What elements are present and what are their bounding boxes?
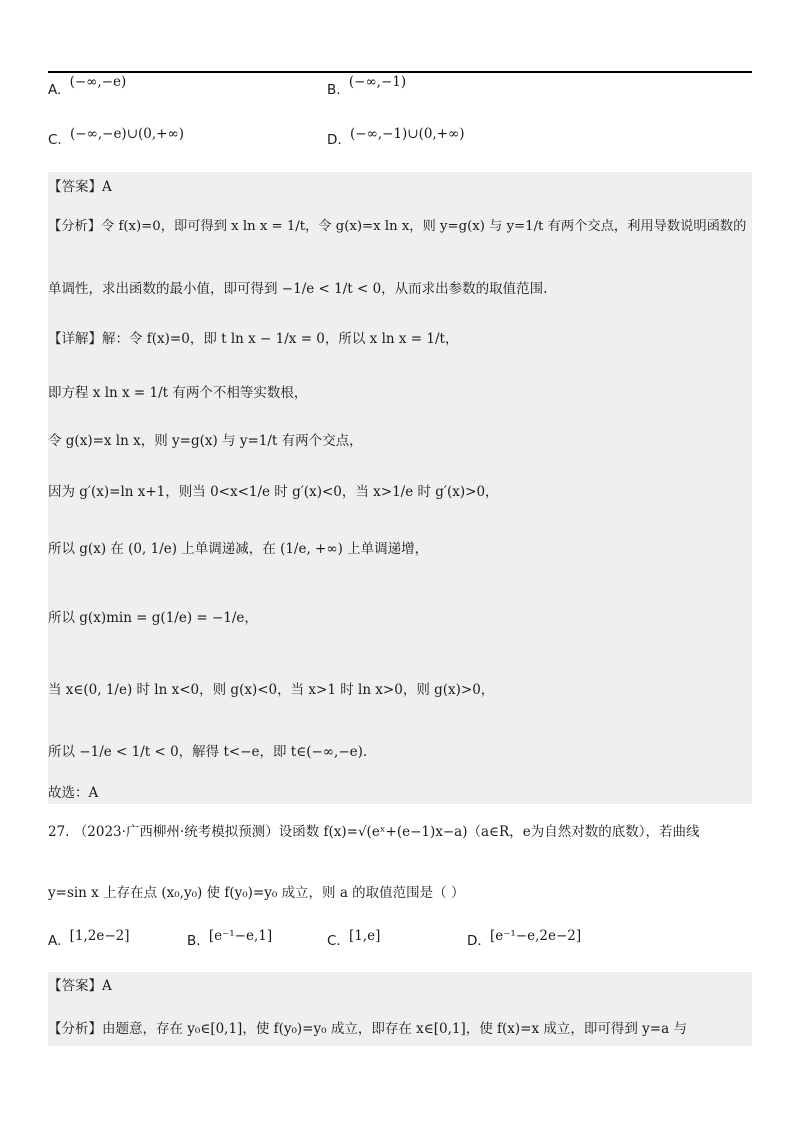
q26-answer: 【答案】A bbox=[48, 179, 112, 195]
q26-option-b bbox=[327, 74, 407, 98]
q26-analysis-line-1: 【分析】令 f(x)=0，即可得到 x ln x = 1/t，令 g(x)=x ln x，则 y=g(x) 与 y=1/t 有两个交点，利用导数说明函数的 bbox=[48, 219, 747, 234]
q26-detail-line-5: 所以 g(x) 在 (0, 1/e) 上单调递减，在 (1/e, +∞) 上单调递增， bbox=[48, 541, 429, 557]
q26-option-d bbox=[327, 126, 465, 148]
option-label: B. bbox=[187, 933, 201, 949]
option-label: A. bbox=[48, 82, 62, 98]
option-label: C. bbox=[327, 933, 341, 949]
q27-answer: 【答案】A bbox=[48, 978, 112, 994]
option-value: [1,2e−2] bbox=[69, 928, 130, 944]
q26-detail-line-3: 令 g(x)=x ln x，则 y=g(x) 与 y=1/t 有两个交点， bbox=[48, 433, 363, 449]
q26-detail-line-8: 所以 −1/e < 1/t < 0，解得 t<−e，即 t∈(−∞,−e). bbox=[48, 744, 368, 760]
option-label: C. bbox=[48, 132, 62, 148]
q26-analysis-line-2: 单调性，求出函数的最小值，即可得到 −1/e < 1/t < 0，从而求出参数的取值范围. bbox=[48, 281, 548, 297]
option-value: [e⁻¹−e,2e−2] bbox=[489, 928, 582, 944]
option-value: (−∞,−1)∪(0,+∞) bbox=[349, 126, 465, 142]
q26-detail-line-4: 因为 g′(x)=ln x+1，则当 0<x<1/e 时 g′(x)<0，当 x>1/e 时 g′(x)>0， bbox=[48, 484, 499, 500]
option-label: B. bbox=[327, 82, 341, 98]
q27-stem-line-1: 27. （2023·广西柳州·统考模拟预测）设函数 f(x)=√(eˣ+(e−1)x−a)（a∈R，e为自然对数的底数），若曲线 bbox=[48, 824, 700, 840]
q26-detail-line-2: 即方程 x ln x = 1/t 有两个不相等实数根， bbox=[48, 385, 308, 401]
q27-analysis-line-1: 【分析】由题意，存在 y₀∈[0,1]，使 f(y₀)=y₀ 成立，即存在 x∈[0,1]，使 f(x)=x 成立，即可得到 y=a 与 bbox=[48, 1021, 687, 1037]
q27-option-a bbox=[48, 928, 130, 949]
option-value: [1,e] bbox=[349, 928, 381, 944]
q27-option-c bbox=[327, 928, 381, 949]
option-label: D. bbox=[327, 132, 342, 148]
q26-detail-line-1: 【详解】解：令 f(x)=0，即 t ln x − 1/x = 0，所以 x ln x = 1/t， bbox=[48, 331, 459, 347]
q27-option-d bbox=[467, 928, 582, 949]
q26-option-c bbox=[48, 126, 184, 148]
option-value: (−∞,−1) bbox=[348, 74, 407, 90]
q26-detail-line-6: 所以 g(x)min = g(1/e) = −1/e， bbox=[48, 610, 258, 626]
option-value: (−∞,−e)∪(0,+∞) bbox=[70, 126, 184, 142]
header-rule bbox=[48, 71, 752, 73]
q27-stem-line-2: y=sin x 上存在点 (x₀,y₀) 使 f(y₀)=y₀ 成立，则 a 的取值范围是（ ） bbox=[48, 885, 465, 901]
option-label: A. bbox=[48, 933, 62, 949]
option-label: D. bbox=[467, 933, 482, 949]
q26-detail-line-7: 当 x∈(0, 1/e) 时 ln x<0，则 g(x)<0，当 x>1 时 ln x>0，则 g(x)>0， bbox=[48, 682, 495, 698]
q26-final: 故选：A bbox=[48, 785, 99, 801]
q27-option-b bbox=[187, 928, 273, 949]
option-value: (−∞,−e) bbox=[69, 74, 127, 90]
option-value: [e⁻¹−e,1] bbox=[208, 928, 273, 944]
q26-option-a bbox=[48, 74, 127, 98]
